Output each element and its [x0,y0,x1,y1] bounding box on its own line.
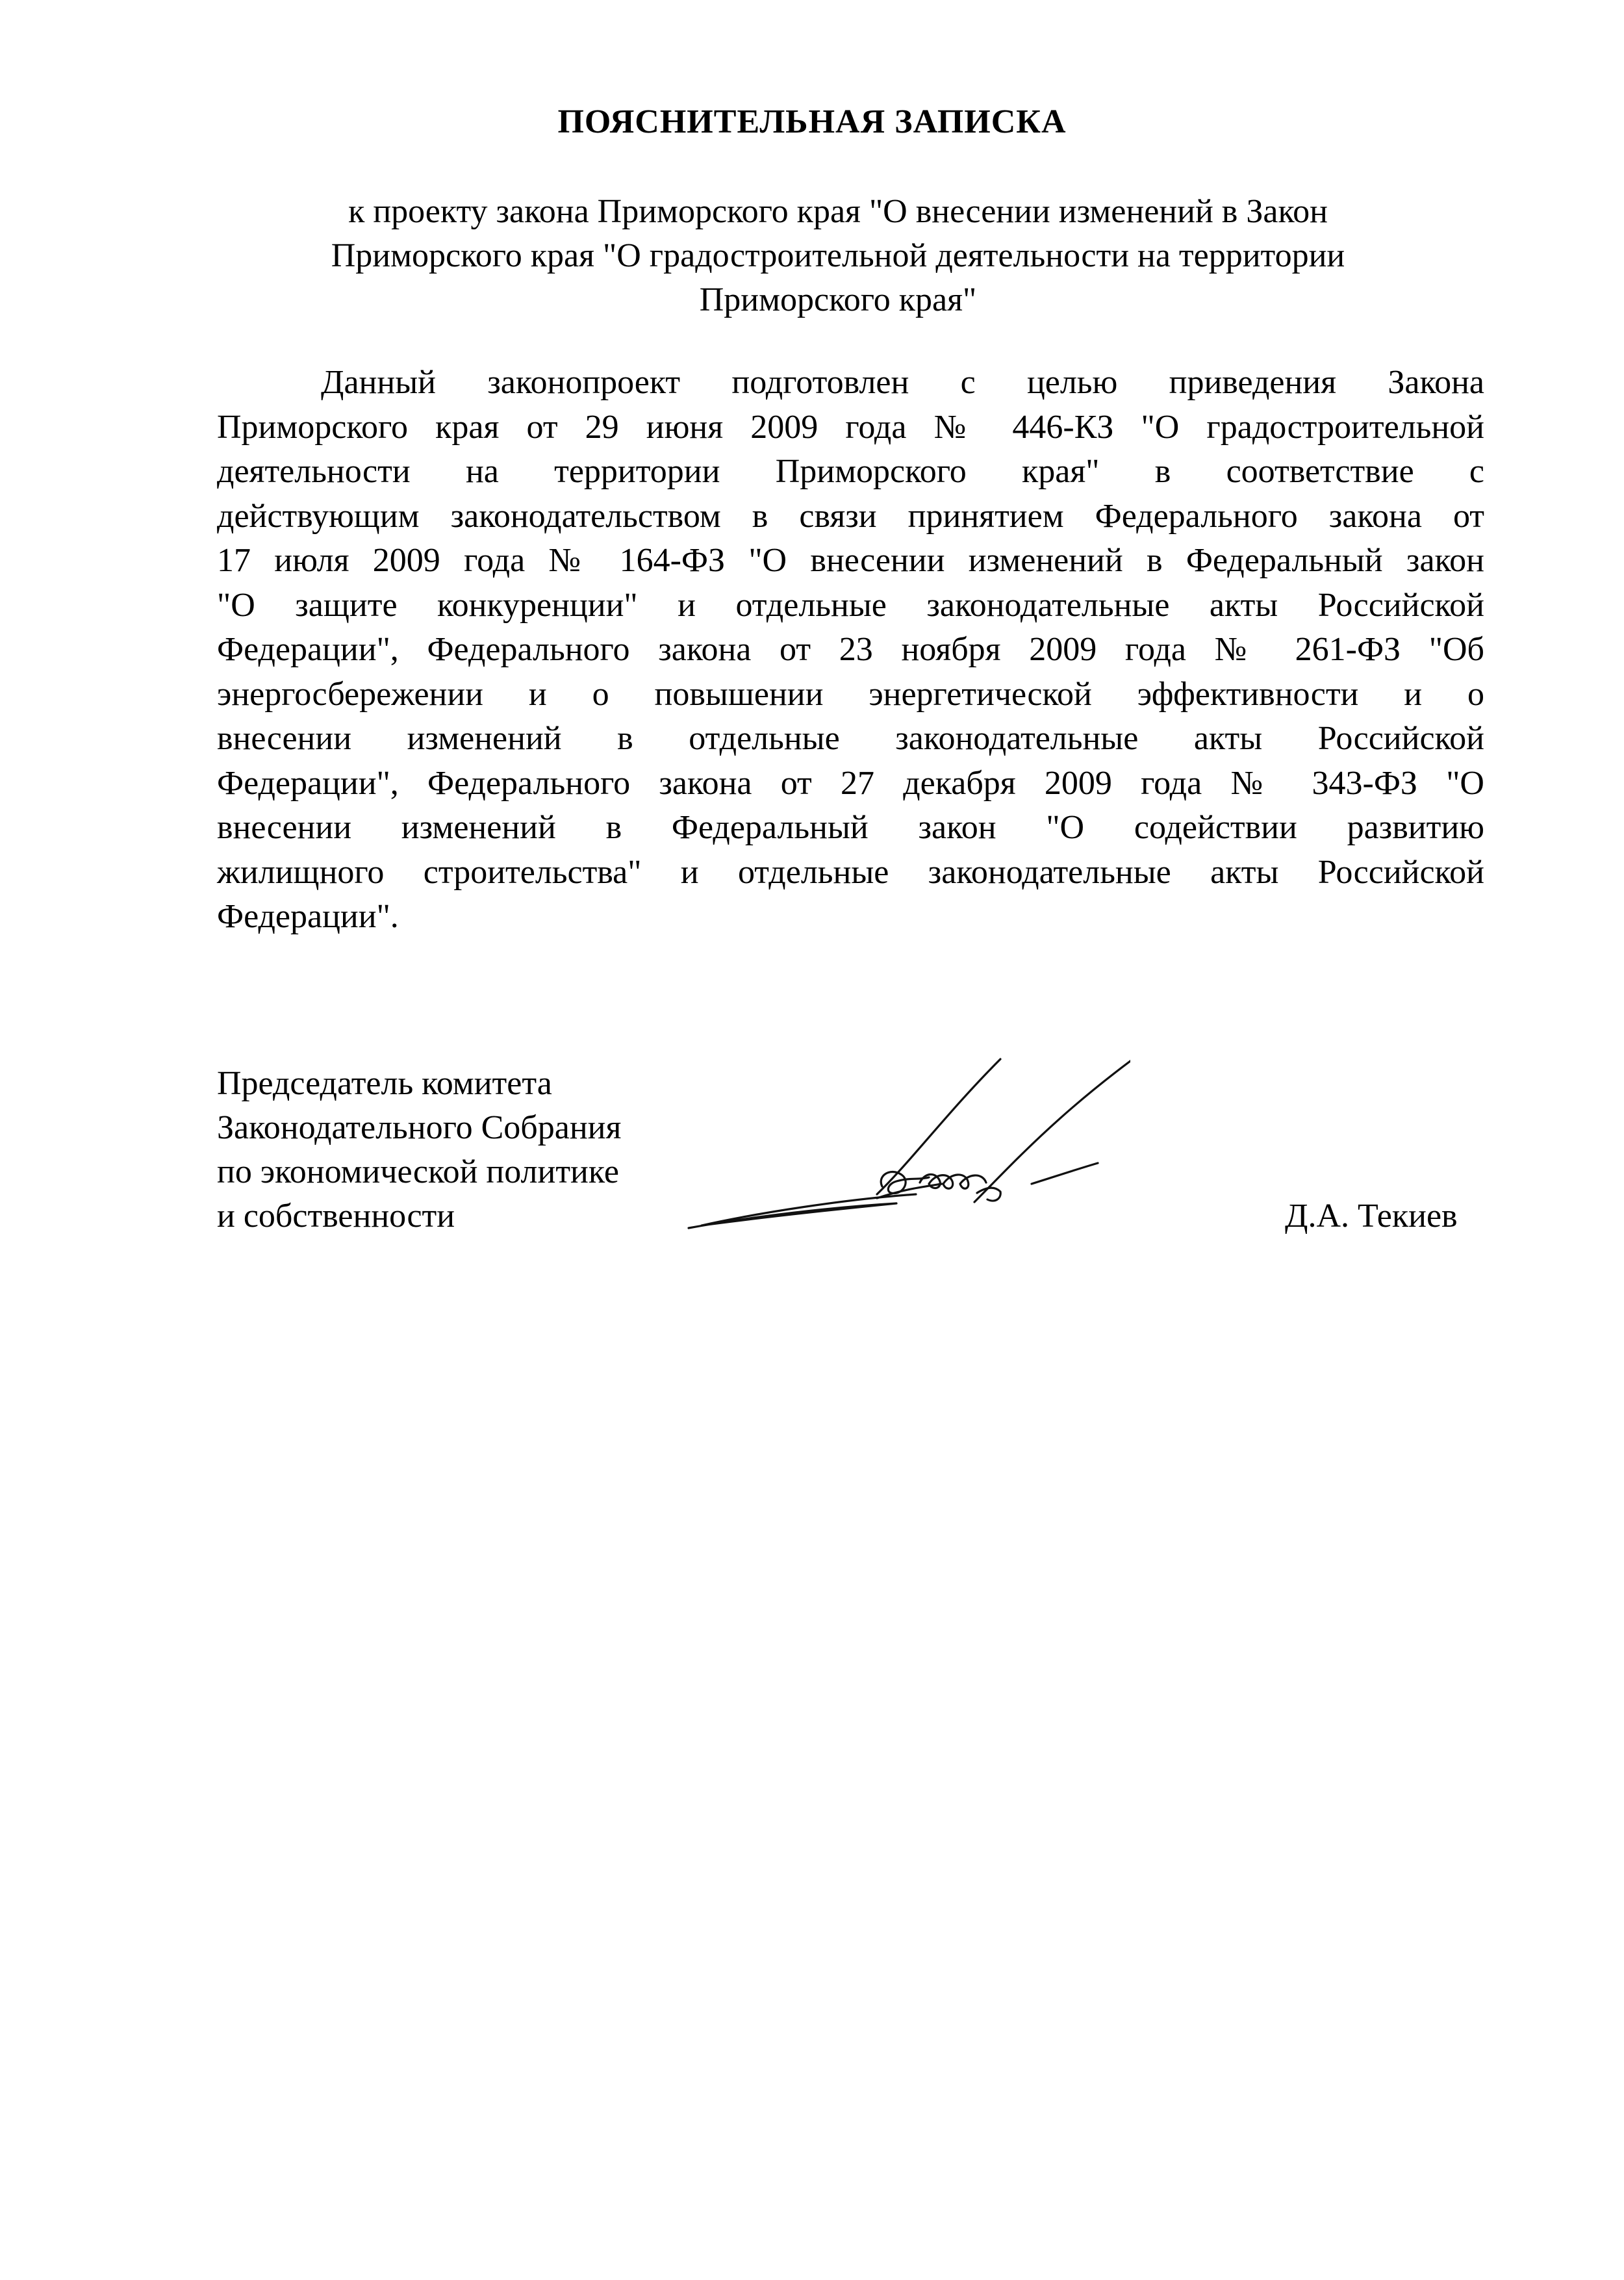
body-line: внесении изменений в отдельные законодательные акты Российской [217,720,1484,757]
signatory-position-line: и собственности [217,1198,455,1235]
body-paragraph [217,361,1484,940]
body-line: энергосбережении и о повышении энергетической эффективности и о [217,675,1484,713]
body-line: 17 июля 2009 года № 164-ФЗ "О внесении изменений в Федеральный закон [217,542,1484,579]
body-line: деятельности на территории Приморского края" в соответствие с [217,453,1484,490]
subtitle-line: к проекту закона Приморского края "О внесении изменений в Закон [348,193,1328,230]
body-line: Данный законопроект подготовлен с целью приведения Закона [321,364,1484,401]
signatory-position [217,1062,621,1238]
body-line: "О защите конкуренции" и отдельные законодательные акты Российской [217,586,1484,624]
body-line: Федерации", Федерального закона от 27 декабря 2009 года № 343-ФЗ "О [217,764,1484,802]
handwritten-signature [663,1033,1130,1248]
subtitle-line: Приморского края" [699,281,977,318]
signatory-position-line: по экономической политике [217,1153,619,1190]
body-line: внесении изменений в Федеральный закон "О содействии развитию [217,809,1484,846]
body-line: Федерации". [217,898,399,935]
body-line: Приморского края от 29 июня 2009 года № 446-КЗ "О градостроительной [217,408,1484,446]
body-line: Федерации", Федерального закона от 23 ноября 2009 года № 261-ФЗ "Об [217,631,1484,668]
signatory-position-line: Законодательного Собрания [217,1109,622,1146]
subtitle-line: Приморского края "О градостроительной деятельности на территории [331,237,1345,274]
signatory-name: Д.А. Текиев [1285,1198,1458,1235]
document-subtitle [260,190,1416,322]
signatory-position-line: Председатель комитета [217,1065,552,1102]
body-line: действующим законодательством в связи принятием Федерального закона от [217,497,1484,535]
document-title: ПОЯСНИТЕЛЬНАЯ ЗАПИСКА [557,103,1067,140]
body-line: жилищного строительства" и отдельные законодательные акты Российской [217,853,1484,891]
